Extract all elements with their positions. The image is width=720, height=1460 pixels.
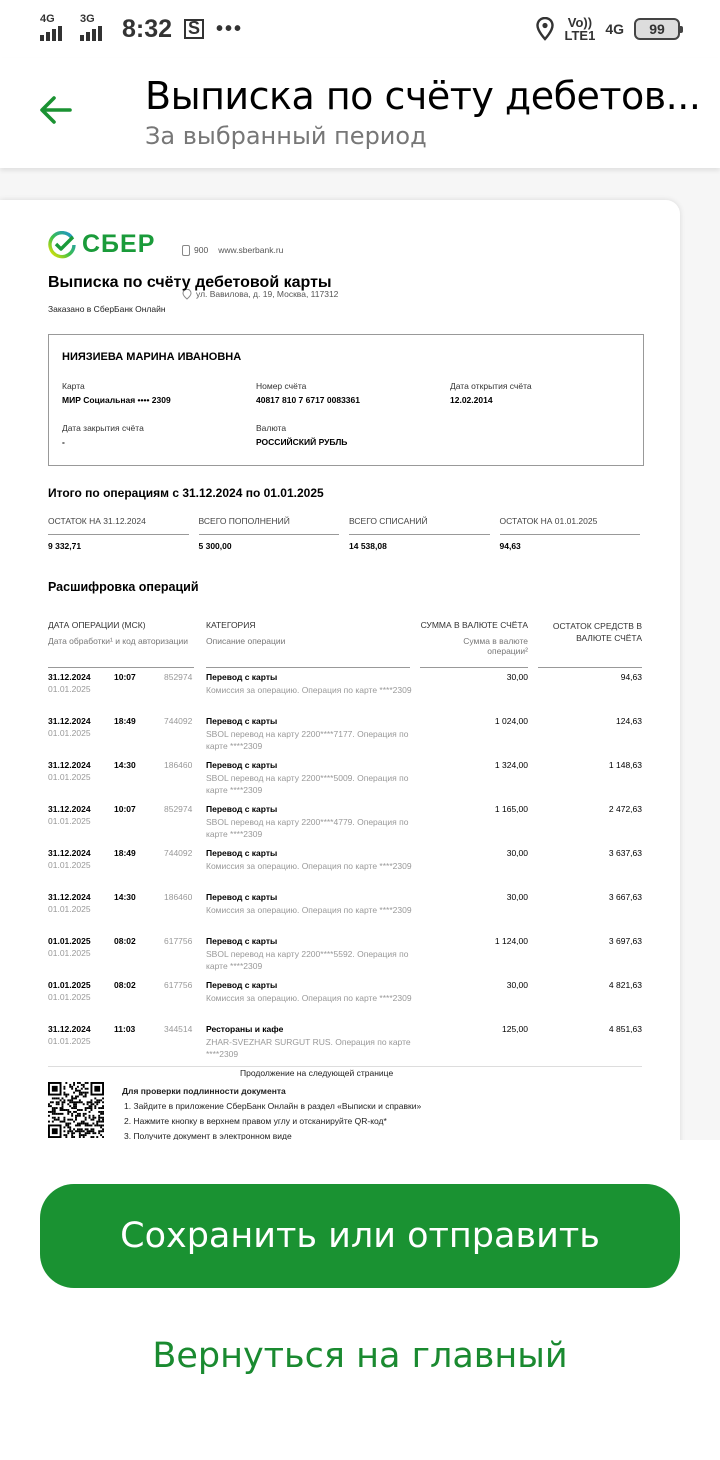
operation-balance: 4 821,63 — [608, 980, 642, 990]
processing-date: 01.01.2025 — [48, 816, 91, 826]
operation-amount: 1 165,00 — [494, 804, 528, 814]
total-label: ВСЕГО ПОПОЛНЕНИЙ — [199, 516, 340, 535]
processing-date: 01.01.2025 — [48, 728, 91, 738]
document-title: Выписка по счёту дебетовой карты — [48, 274, 332, 291]
closed-date-value: - — [62, 437, 65, 447]
operation-time: 18:49 — [114, 848, 136, 858]
total-deposits — [199, 516, 340, 551]
operation-date: 31.12.2024 — [48, 804, 91, 814]
account-holder: НИЯЗИЕВА МАРИНА ИВАНОВНА — [62, 351, 242, 363]
total-withdrawals — [349, 516, 490, 551]
page-subtitle: За выбранный период — [145, 122, 427, 150]
operation-amount: 125,00 — [502, 1024, 528, 1034]
operation-description: SBOL перевод на карту 2200****5592. Операция по карте ****2309 — [206, 949, 409, 971]
total-value: 5 300,00 — [198, 541, 232, 551]
operation-time: 14:30 — [114, 892, 136, 902]
ordered-via: Заказано в СберБанк Онлайн — [48, 304, 166, 314]
col-date — [48, 620, 188, 646]
col-category-sublabel: Описание операции — [206, 636, 286, 646]
bank-contacts — [182, 228, 338, 316]
volte-indicator — [564, 16, 595, 42]
currency-field — [256, 423, 347, 447]
operation-row — [48, 892, 642, 936]
operation-time: 11:03 — [114, 1024, 136, 1034]
col-category — [206, 620, 285, 646]
operation-category: Перевод с карты — [206, 848, 278, 858]
auth-code: 344514 — [164, 1024, 193, 1034]
operation-row — [48, 936, 642, 980]
lte-label: LTE1 — [564, 28, 596, 43]
operation-amount: 30,00 — [506, 892, 528, 902]
sim2-network: 3G — [80, 13, 95, 25]
statement-page — [0, 200, 680, 1140]
operation-category: Перевод с карты — [206, 760, 278, 770]
account-number-label: Номер счёта — [256, 381, 307, 391]
volte-label: Vo)) — [567, 15, 593, 30]
operation-row — [48, 980, 642, 1024]
operation-date: 01.01.2025 — [48, 980, 91, 990]
total-value: 94,63 — [499, 541, 521, 551]
operation-time: 10:07 — [114, 804, 136, 814]
operation-time: 08:02 — [114, 936, 136, 946]
auth-code: 744092 — [164, 848, 193, 858]
opened-date-field — [450, 381, 532, 405]
processing-date: 01.01.2025 — [48, 992, 91, 1002]
operation-category: Перевод с карты — [206, 716, 278, 726]
processing-date: 01.01.2025 — [48, 860, 91, 870]
bottom-actions — [0, 1140, 720, 1460]
operation-amount: 1 124,00 — [494, 936, 528, 946]
battery-level: 99 — [649, 21, 665, 37]
col-category-label: КАТЕГОРИЯ — [206, 620, 256, 630]
auth-code: 852974 — [164, 804, 193, 814]
sber-logo — [48, 230, 155, 259]
sim1-signal-icon — [40, 15, 72, 43]
operation-category: Перевод с карты — [206, 892, 278, 902]
verify-instructions — [122, 1084, 421, 1140]
col-amount-label: СУММА В ВАЛЮТЕ СЧЁТА — [420, 620, 528, 630]
col-amount — [420, 620, 528, 656]
card-value: МИР Социальная •••• 2309 — [62, 395, 171, 405]
operation-date: 31.12.2024 — [48, 892, 91, 902]
account-number-value: 40817 810 7 6717 0083361 — [256, 395, 360, 405]
more-notifications-icon: ••• — [216, 17, 244, 40]
processing-date: 01.01.2025 — [48, 1036, 91, 1046]
card-label: Карта — [62, 381, 85, 391]
operation-date: 31.12.2024 — [48, 672, 91, 682]
battery-icon — [634, 18, 680, 40]
operation-balance: 2 472,63 — [608, 804, 642, 814]
col-amount-sublabel: Сумма в валюте операции² — [463, 636, 528, 656]
operations-list — [48, 672, 642, 1068]
operation-time: 14:30 — [114, 760, 136, 770]
opened-date-value: 12.02.2014 — [450, 395, 493, 405]
operation-amount: 30,00 — [506, 672, 528, 682]
operation-category: Перевод с карты — [206, 672, 278, 682]
clock: 8:32 — [122, 14, 173, 43]
verify-step: 2. Нажмите кнопку в верхнем правом углу и отсканируйте QR-код* — [124, 1116, 387, 1126]
operation-description: SBOL перевод на карту 2200****5009. Операция по карте ****2309 — [206, 773, 409, 795]
operation-row — [48, 760, 642, 804]
location-icon — [536, 17, 554, 41]
auth-code: 186460 — [164, 760, 193, 770]
app-header — [0, 58, 720, 168]
processing-date: 01.01.2025 — [48, 684, 91, 694]
verify-step: 1. Зайдите в приложение СберБанк Онлайн в раздел «Выписки и справки» — [124, 1101, 422, 1111]
operation-category: Перевод с карты — [206, 804, 278, 814]
operation-time: 10:07 — [114, 672, 136, 682]
operation-description: Комиссия за операцию. Операция по карте ****2309 — [206, 861, 412, 871]
operation-row — [48, 804, 642, 848]
total-label: ОСТАТОК НА 01.01.2025 — [500, 516, 641, 535]
operation-balance: 4 851,63 — [608, 1024, 642, 1034]
auth-code: 186460 — [164, 892, 193, 902]
operation-description: ZHAR-SVEZHAR SURGUT RUS. Операция по карте ****2309 — [206, 1037, 411, 1059]
document-viewer[interactable] — [0, 168, 720, 1140]
operation-balance: 3 667,63 — [608, 892, 642, 902]
operation-row — [48, 672, 642, 716]
operation-row — [48, 848, 642, 892]
currency-value: РОССИЙСКИЙ РУБЛЬ — [256, 437, 348, 447]
operation-date: 01.01.2025 — [48, 936, 91, 946]
col-date-sublabel: Дата обработки¹ и код авторизации — [48, 636, 189, 646]
auth-code: 617756 — [164, 980, 193, 990]
col-balance-label: ОСТАТОК СРЕДСТВ В ВАЛЮТЕ СЧЁТА — [552, 621, 642, 643]
operation-amount: 30,00 — [506, 848, 528, 858]
processing-date: 01.01.2025 — [48, 948, 91, 958]
phone-icon — [182, 245, 190, 256]
operation-time: 18:49 — [114, 716, 136, 726]
save-or-send-button[interactable]: Сохранить или отправить — [40, 1184, 680, 1288]
auth-code: 744092 — [164, 716, 193, 726]
processing-date: 01.01.2025 — [48, 904, 91, 914]
operations-table-header — [48, 620, 642, 668]
verify-title: Для проверки подлинности документа — [122, 1086, 286, 1096]
account-info-box — [48, 334, 644, 466]
operation-description: Комиссия за операцию. Операция по карте ****2309 — [206, 905, 412, 915]
brand-name: СБЕР — [82, 230, 156, 258]
verify-step: 3. Получите документ в электронном виде — [124, 1131, 292, 1140]
card-field — [62, 381, 171, 405]
auth-code: 617756 — [164, 936, 193, 946]
col-balance — [548, 620, 642, 644]
total-value: 9 332,71 — [48, 541, 82, 551]
operation-row — [48, 1024, 642, 1068]
operations-title: Расшифровка операций — [48, 580, 199, 594]
status-bar — [0, 0, 720, 58]
auth-code: 852974 — [164, 672, 193, 682]
back-arrow-icon[interactable] — [38, 92, 74, 128]
operation-time: 08:02 — [114, 980, 136, 990]
operation-amount: 30,00 — [506, 980, 528, 990]
operation-date: 31.12.2024 — [48, 716, 91, 726]
operation-category: Перевод с карты — [206, 980, 278, 990]
total-opening-balance — [48, 516, 189, 551]
operation-date: 31.12.2024 — [48, 760, 91, 770]
total-closing-balance — [500, 516, 641, 551]
operation-description: SBOL перевод на карту 2200****4779. Операция по карте ****2309 — [206, 817, 409, 839]
col-date-label: ДАТА ОПЕРАЦИИ (МСК) — [48, 620, 146, 630]
table-end-divider — [48, 1066, 642, 1067]
closed-date-field — [62, 423, 144, 447]
data-network: 4G — [605, 21, 624, 37]
account-number-field — [256, 381, 360, 405]
continued-note: Продолжение на следующей странице — [240, 1068, 394, 1078]
opened-date-label: Дата открытия счёта — [450, 381, 532, 391]
operation-balance: 94,63 — [620, 672, 642, 682]
sim2-signal-icon — [80, 15, 112, 43]
sber-logo-icon — [48, 231, 76, 259]
operation-date: 31.12.2024 — [48, 1024, 91, 1034]
bank-website: www.sberbank.ru — [218, 244, 284, 255]
operation-description: Комиссия за операцию. Операция по карте ****2309 — [206, 685, 412, 695]
bank-address: ул. Вавилова, д. 19, Москва, 117312 — [196, 288, 339, 299]
operation-row — [48, 716, 642, 760]
screenshot-icon: S — [184, 19, 204, 39]
operation-balance: 124,63 — [616, 716, 642, 726]
qr-code — [48, 1082, 104, 1138]
page-title: Выписка по счёту дебетов... — [145, 74, 701, 118]
operation-amount: 1 324,00 — [494, 760, 528, 770]
totals-summary — [48, 516, 640, 551]
operation-balance: 1 148,63 — [608, 760, 642, 770]
operation-category: Перевод с карты — [206, 936, 278, 946]
operation-amount: 1 024,00 — [494, 716, 528, 726]
operation-balance: 3 637,63 — [608, 848, 642, 858]
operation-category: Рестораны и кафе — [206, 1024, 284, 1034]
totals-title: Итого по операциям с 31.12.2024 по 01.01.2025 — [48, 486, 324, 500]
total-label: ОСТАТОК НА 31.12.2024 — [48, 516, 189, 535]
sim1-network: 4G — [40, 13, 55, 25]
operation-date: 31.12.2024 — [48, 848, 91, 858]
operation-balance: 3 697,63 — [608, 936, 642, 946]
return-home-button[interactable]: Вернуться на главный — [152, 1336, 568, 1376]
currency-label: Валюта — [256, 423, 287, 433]
total-label: ВСЕГО СПИСАНИЙ — [349, 516, 490, 535]
processing-date: 01.01.2025 — [48, 772, 91, 782]
operation-description: SBOL перевод на карту 2200****7177. Операция по карте ****2309 — [206, 729, 409, 751]
operation-description: Комиссия за операцию. Операция по карте ****2309 — [206, 993, 412, 1003]
closed-date-label: Дата закрытия счёта — [62, 423, 144, 433]
bank-phone: 900 — [194, 244, 209, 255]
total-value: 14 538,08 — [349, 541, 387, 551]
